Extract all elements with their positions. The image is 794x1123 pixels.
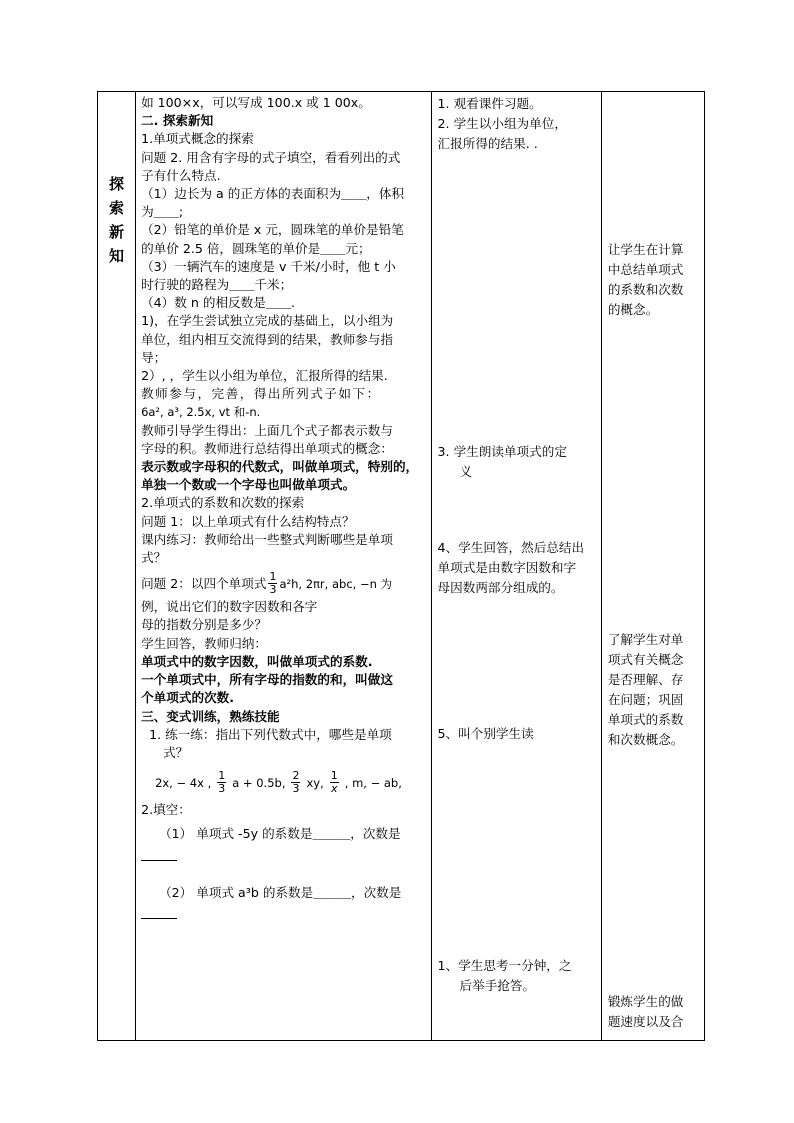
- student-block: [438, 724, 598, 744]
- text-line: 让学生在计算: [607, 242, 684, 257]
- text-line: 时行驶的路程为＿＿千米；: [141, 277, 293, 293]
- text-line: 的概念。: [607, 302, 659, 317]
- fraction: [268, 571, 277, 596]
- text-line: 1)，在学生尝试独立完成的基础上，以小组为: [141, 313, 394, 329]
- text-line: 教师引导学生得出：上面几个式子都表示数与: [141, 422, 393, 438]
- answer-blank-line: [141, 848, 426, 866]
- text-line: 教师参与，完善，得出所列式子如下：: [141, 386, 381, 402]
- text-line: 了解学生对单: [607, 632, 684, 647]
- math-text: 2x, − 4x ,: [155, 775, 212, 790]
- answer-blank: [141, 907, 177, 919]
- text-line: 锻炼学生的做: [607, 994, 684, 1009]
- intent-block: [608, 992, 704, 1032]
- text-line: 例，说出它们的数字因数和各字: [141, 599, 318, 615]
- text-line: 和次数概念。: [607, 732, 684, 747]
- fraction-numerator: 2: [292, 769, 300, 783]
- text-line: 母因数两部分组成的。: [437, 580, 564, 595]
- text-line: （1）边长为 a 的正方体的表面积为＿＿，体积: [141, 186, 405, 202]
- fraction-numerator: 1: [330, 769, 338, 783]
- text-line: （2） 单项式 a³b 的系数是＿＿＿，次数是: [159, 884, 402, 900]
- text-line: 字母的积。教师进行总结得出单项式的概念：: [141, 440, 393, 456]
- text-line: 是否理解、存: [607, 672, 684, 687]
- text-line: 1. 练一练：指出下列代数式中，哪些是单项: [149, 726, 392, 742]
- text-line: 单项式是由数字因数和字: [437, 560, 577, 575]
- stage-char: 索: [109, 199, 125, 217]
- fraction: [291, 770, 300, 795]
- text-line: 4、学生回答，然后总结出: [437, 540, 585, 555]
- text-line: 式？: [141, 550, 167, 566]
- stage-cell: [98, 92, 136, 1041]
- math-text: a + 0.5b,: [232, 775, 286, 790]
- student-activity-cell: [431, 92, 601, 1041]
- stage-char: 探: [109, 175, 125, 193]
- fraction-denominator: 3: [269, 583, 277, 597]
- intent-block: [608, 630, 704, 750]
- section-heading: 三、变式训练，熟练技能: [141, 708, 280, 724]
- text-line: 问题 1：以上单项式有什么结构特点？: [141, 513, 355, 529]
- text-line: 2.填空：: [141, 802, 191, 818]
- definition-line: 个单项式的次数.: [141, 690, 235, 706]
- lesson-plan-table: [97, 91, 705, 1041]
- text-line: 项式有关概念: [607, 652, 684, 667]
- expression-row: [155, 770, 426, 795]
- text-line: 课内练习：教师给出一些整式判断哪些是单项: [141, 531, 393, 547]
- math-text: , m, − ab,: [344, 775, 402, 790]
- text-line: 问题 2. 用含有字母的式子填空，看看列出的式: [141, 149, 401, 165]
- answer-blank: [141, 849, 177, 861]
- fraction-numerator: 1: [218, 769, 226, 783]
- text-fragment: 问题 2：以四个单项式: [141, 575, 267, 591]
- student-block: [438, 442, 598, 482]
- design-intent-cell: [601, 92, 704, 1041]
- text-line: 义: [459, 464, 473, 479]
- stage-char: 知: [109, 247, 125, 265]
- definition-line: 一个单项式中，所有字母的指数的和，叫做这: [141, 672, 393, 688]
- text-line: 1. 观看课件习题。: [437, 96, 542, 111]
- fraction-numerator: 1: [269, 570, 277, 584]
- text-line: 1、学生思考一分钟，之: [437, 958, 572, 973]
- fraction: [217, 770, 226, 795]
- text-line: 母的指数分别是多少？: [141, 617, 267, 633]
- student-block: [438, 94, 598, 154]
- text-line: 后举手抢答。: [459, 978, 536, 993]
- text-line: 如 100×x，可以写成 100.x 或 1 00x。: [141, 95, 371, 110]
- student-block: [438, 956, 598, 996]
- text-line: （4）数 n 的相反数是＿＿.: [141, 295, 296, 311]
- intent-block: [608, 240, 704, 320]
- text-line: 子有什么特点.: [141, 167, 221, 183]
- stage-char: 新: [109, 223, 125, 241]
- text-line: 在问题；巩固: [607, 692, 684, 707]
- definition-line: 单独一个数或一个字母也叫做单项式。: [141, 477, 356, 493]
- text-line: （1） 单项式 -5y 的系数是＿＿＿，次数是: [159, 826, 401, 842]
- fraction-denominator: 3: [218, 782, 226, 796]
- table-row: [98, 92, 705, 1041]
- math-text: xy,: [306, 775, 324, 790]
- definition-line: 表示数或字母积的代数式，叫做单项式，特别的，: [141, 459, 419, 475]
- fraction-denominator: 3: [292, 782, 300, 796]
- text-line: 汇报所得的结果. .: [437, 136, 538, 151]
- text-line: （3）一辆汽车的速度是 v 千米/小时，他 t 小: [141, 258, 396, 274]
- text-line: （2）铅笔的单价是 x 元，圆珠笔的单价是铅笔: [141, 222, 404, 238]
- text-line: 中总结单项式: [607, 262, 684, 277]
- answer-blank-line: [141, 906, 426, 924]
- subsection-heading: 2.单项式的系数和次数的探索: [141, 495, 305, 511]
- text-line: 2. 学生以小组为单位，: [437, 116, 567, 131]
- text-line: 单项式的系数: [607, 712, 684, 727]
- subsection-heading: 1.单项式概念的探索: [141, 131, 254, 147]
- fraction-denominator: x: [331, 782, 338, 796]
- text-line: 题速度以及合: [607, 1014, 684, 1029]
- definition-line: 单项式中的数字因数，叫做单项式的系数.: [141, 653, 373, 669]
- text-line: 导；: [141, 349, 167, 365]
- section-heading: 二. 探索新知: [141, 113, 214, 129]
- text-line: 式？: [163, 744, 189, 760]
- text-line: 的系数和次数: [607, 282, 684, 297]
- fraction: [330, 770, 339, 795]
- text-line: 为＿＿;: [141, 204, 184, 220]
- text-fragment: a²h, 2πr, abc, −n 为: [279, 576, 393, 591]
- text-line: [141, 571, 426, 596]
- text-line: 单位，组内相互交流得到的结果，教师参与指: [141, 331, 393, 347]
- text-line: 3. 学生朗读单项式的定: [437, 444, 567, 459]
- text-line: 学生回答，教师归纳：: [141, 635, 267, 651]
- text-line: 的单价 2.5 倍，圆珠笔的单价是＿＿元；: [141, 240, 371, 256]
- teacher-activity-cell: [136, 92, 431, 1041]
- text-line: 2）, ，学生以小组为单位，汇报所得的结果.: [141, 368, 388, 384]
- text-line: 5、叫个别学生读: [437, 726, 534, 741]
- student-block: [438, 538, 602, 598]
- expression-list: 6a², a³, 2.5x, vt 和-n.: [141, 405, 261, 420]
